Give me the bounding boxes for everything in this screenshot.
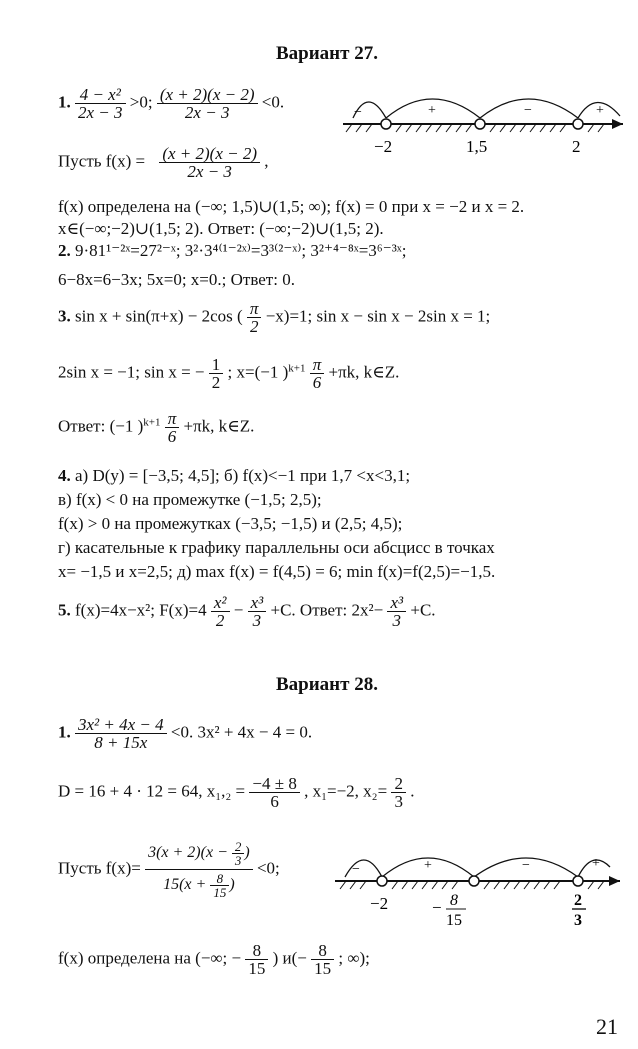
- fraction: $\frac{\text{4 − x²}}{2x - 3}$: [75, 86, 126, 121]
- problem-3-line-2: 2sin x = −1; sin x = − $\frac{1}{2}$ ; x=(−1 )$^{k+1}$ $\frac{\pi}{6}$ +πk, k∈Z.: [58, 355, 400, 392]
- sign-label: +: [424, 858, 432, 873]
- let-definition: Пусть f(x) = $\frac{(x + 2)(x - 2)}{2x - 3}$ ,: [58, 144, 269, 181]
- sign-chart-27: [338, 78, 628, 160]
- axis-label: 2: [572, 137, 581, 156]
- fraction: $\frac{(x + 2)(x - 2)}{2x - 3}$: [159, 145, 260, 180]
- axis-label: 1,5: [466, 137, 488, 156]
- problem-4-line-5: x= −1,5 и x=2,5; д) max f(x) = f(4,5) = 6; min f(x)=f(2,5)=−1,5.: [58, 562, 496, 581]
- problem-3-answer: Ответ: (−1 )$^{k+1}$ $\frac{\pi}{6}$ +πk, k∈Z.: [58, 409, 255, 446]
- problem-4-line-2: в) f(x) < 0 на промежутке (−1,5; 2,5);: [58, 490, 322, 509]
- sign-label: −: [522, 858, 530, 873]
- fraction: $\frac{8}{15}$: [311, 942, 334, 977]
- svg-text:3: 3: [574, 912, 582, 929]
- svg-text:15: 15: [446, 912, 462, 929]
- v28-problem-1: 1. $\frac{\text{3x² + 4x − 4}}{8 + 15x}$ <0. 3x² + 4x − 4 = 0.: [58, 715, 313, 752]
- svg-text:−: −: [432, 898, 442, 917]
- sign-label: −: [352, 862, 360, 877]
- svg-text:8: 8: [450, 892, 458, 909]
- sign-label: +: [596, 103, 604, 118]
- problem-3-line-1: 3. sin x + sin(π+x) − 2cos ( $\frac{\pi}{2}$ −x)=1; sin x − sin x − 2sin x = 1;: [58, 299, 491, 336]
- problem-4-line-1: 4. а) D(y) = [−3,5; 4,5]; б) f(x)<−1 при 1,7 <x<3,1;: [58, 466, 411, 485]
- problem-2-line-1: 2. 9·81¹⁻²ˣ=27²⁻ˣ; 3²·3⁴⁽¹⁻²ˣ⁾=3³⁽²⁻ˣ⁾; 3²⁺⁴⁻⁸ˣ=3⁶⁻³ˣ;: [58, 241, 407, 260]
- point-open: [469, 876, 479, 886]
- axis-label: −2: [374, 137, 393, 156]
- axis-label: −2: [370, 894, 389, 913]
- page-number: 21: [596, 1014, 618, 1039]
- fraction: $\frac{(x + 2)(x - 2)}{2x - 3}$: [157, 86, 258, 121]
- domain-line-28: f(x) определена на (−∞; − $\frac{8}{15}$ ) и(− $\frac{8}{15}$ ; ∞);: [58, 941, 370, 978]
- fraction: $\frac{\text{x³}}{3}$: [248, 594, 267, 629]
- fraction: $\frac{1}{2}$: [209, 356, 224, 391]
- sign-label: −: [524, 103, 532, 118]
- sign-label: −: [354, 105, 362, 120]
- sign-label: +: [428, 103, 436, 118]
- fraction: $\frac{\text{x²}}{2}$: [211, 594, 230, 629]
- point-open: [381, 119, 391, 129]
- problem-1-inequality: 1. $\frac{\text{4 − x²}}{2x - 3}$ >0; $\frac{(x + 2)(x - 2)}{2x - 3}$ <0.: [58, 85, 285, 122]
- variant-27-title: Вариант 27.: [276, 43, 378, 64]
- variant-28-title: Вариант 28.: [276, 674, 378, 695]
- fraction: $\frac{-4 \pm 8}{6}$: [249, 775, 299, 810]
- sign-label: +: [592, 856, 600, 871]
- svg-text:2: 2: [574, 892, 582, 909]
- answer-line: x∈(−∞;−2)∪(1,5; 2). Ответ: (−∞;−2)∪(1,5; 2).: [58, 219, 384, 238]
- problem-4-line-4: г) касательные к графику параллельны оси абсцисс в точках: [58, 538, 495, 557]
- fraction: $\frac{\pi}{2}$: [247, 300, 262, 335]
- domain-line: f(x) определена на (−∞; 1,5)∪(1,5; ∞); f(x) = 0 при x = −2 и x = 2.: [58, 197, 525, 216]
- point-open: [573, 876, 583, 886]
- sign-chart-28: [330, 835, 630, 931]
- problem-4-line-3: f(x) > 0 на промежутках (−3,5; −1,5) и (2,5; 4,5);: [58, 514, 403, 533]
- fraction: $\frac{\pi}{6}$: [165, 410, 180, 445]
- axis-label-2-3: [572, 892, 586, 929]
- problem-5-line: 5. f(x)=4x−x²; F(x)=4 $\frac{\text{x²}}{2}$ − $\frac{\text{x³}}{3}$ +C. Ответ: 2x²− $\frac{\text{x³}}{3}$ +C.: [58, 593, 436, 630]
- point-open: [573, 119, 583, 129]
- point-open: [475, 119, 485, 129]
- point-open: [377, 876, 387, 886]
- fraction: $\frac{\text{x³}}{3}$: [387, 594, 406, 629]
- fraction: $\frac{8}{15}$: [245, 942, 268, 977]
- fraction: 3(x + 2)(x − $\frac{2}{3}$ ) 15(x + $\frac{8}{15}$ ): [145, 840, 253, 899]
- fraction: $\frac{\text{3x² + 4x − 4}}{8 + 15x}$: [75, 716, 167, 751]
- fraction: $\frac{\pi}{6}$: [310, 356, 325, 391]
- problem-2-line-2: 6−8x=6−3x; 5x=0; x=0.; Ответ: 0.: [58, 270, 295, 289]
- let-definition-28: Пусть f(x)= 3(x + 2)(x − $\frac{2}{3}$ ) 15(x + $\frac{8}{15}$ ) <0;: [58, 839, 280, 900]
- fraction: $\frac{2}{3}$: [391, 775, 406, 810]
- axis-label-minus-8-15: [432, 892, 466, 929]
- discriminant-line: D = 16 + 4 · 12 = 64, x₁,₂ = $\frac{-4 \pm 8}{6}$ , x₁=−2, x₂= $\frac{2}{3}$ .: [58, 774, 415, 811]
